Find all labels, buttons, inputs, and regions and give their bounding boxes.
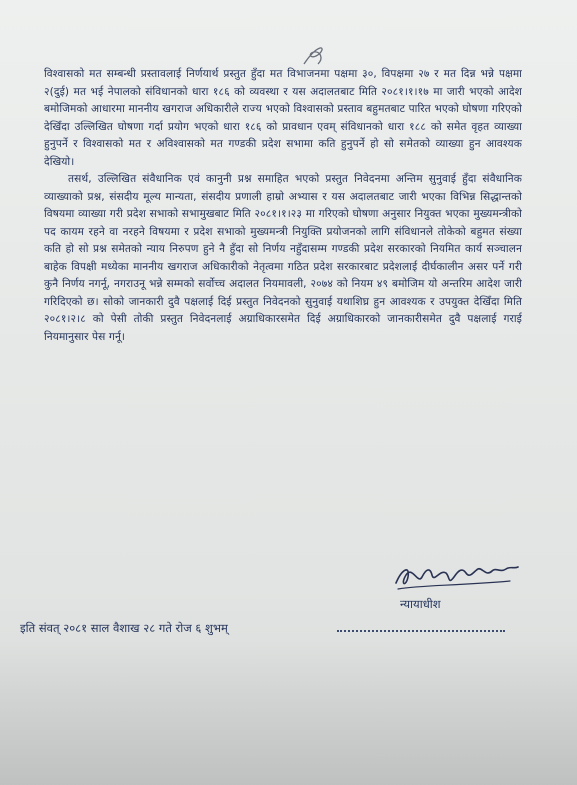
order-paragraph-1: विश्वासको मत सम्बन्धी प्रस्तावलाई निर्णयार्थ प्रस्तुत हुँदा मत विभाजनमा पक्षमा ३०, विपक्षमा २७ र मत दिन्न भन्ने पक्षमा २(दुई) मत भई नेपालको संविधानको धारा १८६ को व्यवस्था र यस अदालतबाट मिति २०८१।१।१७ मा जारी भएको आदेश बमोजिमको आधारमा माननीय खगराज अधिकारीले राज्य भएको विश्वासको प्रस्ताव बहुमतबाट पारित भएको घोषणा गरिएको देखिँदा उल्लिखित घोषणा गर्दा प्रयोग भएको धारा १८६ को प्रावधान एवम् संविधानको धारा १८८ को समेत वृहत व्याख्या हुनुपर्ने र विश्वासको मत र अविश्वासको मत गण्डकी प्रदेश सभामा कति हुनुपर्ने हो सो समेतको व्याख्या हुन आवश्यक देखियो।: [44, 68, 522, 168]
signature-icon: [392, 555, 522, 597]
judge-title: न्यायाधीश: [400, 597, 441, 611]
date-line: इति संवत् २०८१ साल वैशाख २८ गते रोज ६ शुभम्: [20, 621, 228, 635]
order-body: [44, 66, 522, 346]
dotted-line: [337, 630, 505, 632]
page-shadow: [0, 640, 577, 785]
order-paragraph-2: तसर्थ, उल्लिखित संवैधानिक एवं कानुनी प्रश्न समाहित भएको प्रस्तुत निवेदनमा अन्तिम सुनुवाई हुँदा संवैधानिक व्याख्याको प्रश्न, संसदीय मूल्य मान्यता, संसदीय प्रणाली हाम्रो अभ्यास र यस अदालतबाट जारी भएका विभिन्न सिद्धान्तको विषयमा व्याख्या गरी प्रदेश सभाको सभामुखबाट मिति २०८१।१।२३ मा गरिएको घोषणा अनुसार नियुक्त भएका मुख्यमन्त्रीको पद कायम रहने वा नरहने विषयमा र प्रदेश सभाको मुख्यमन्त्री नियुक्ति प्रयोजनको लागि संविधानले तोकेको बहुमत संख्या कति हो सो प्रश्न समेतको न्याय निरुपण हुने नै हुँदा सो निर्णय नहुँदासम्म गण्डकी प्रदेश सरकारको नियमित कार्य सञ्चालन बाहेक विपक्षी मध्येका माननीय खगराज अधिकारीको नेतृत्वमा गठित प्रदेश सरकारबाट प्रदेशलाई दीर्घकालीन असर पर्ने गरी कुनै निर्णय नगर्नू, नगराउनू भन्ने सम्मको सर्वोच्च अदालत नियमावली, २०७४ को नियम ४९ बमोजिम यो अन्तरिम आदेश जारी गरिदिएको छ। सोको जानकारी दुवै पक्षलाई दिई प्रस्तुत निवेदनको सुनुवाई यथाशिघ्र हुन आवश्यक र उपयुक्त देखिँदा मिति २०८१।२।८ को पेसी तोकी प्रस्तुत निवेदनलाई अग्राधिकारसमेत दिई अग्राधिकारको जानकारीसमेत दुवै पक्षलाई गराई नियमानुसार पेस गर्नू।: [44, 173, 522, 343]
